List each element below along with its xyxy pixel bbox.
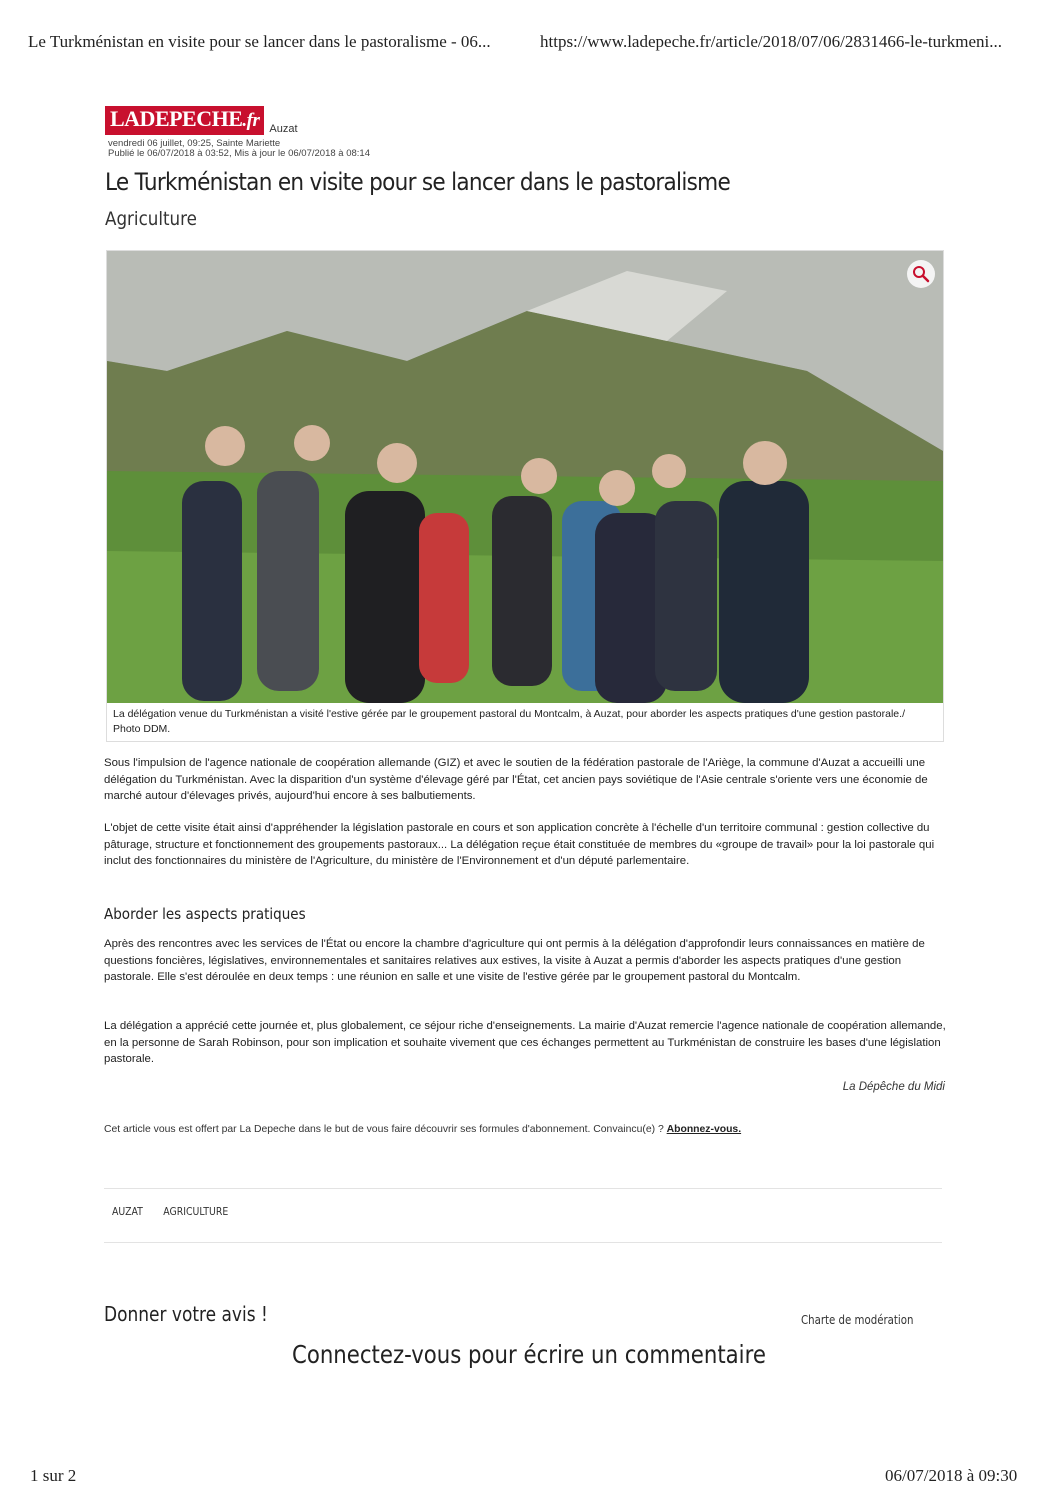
article-photo[interactable] [107, 251, 943, 703]
paragraph-text: La délégation a apprécié cette journée et, plus globalement, ce séjour riche d'enseignements. La mairie d'Auzat remercie l'agence nationale de coopération allemande, en la personne de Sarah Robinson, pour son implication et souhaite vivement que ces échanges permettent au Turkménistan de construire les bases d'une législation pastorale. [104, 1020, 946, 1065]
article-paragraph-3 [104, 936, 949, 986]
article-paragraph-1 [104, 755, 949, 805]
zoom-button[interactable] [907, 260, 935, 288]
meta-published: Publié le 06/07/2018 à 03:52, Mis à jour le 06/07/2018 à 08:14 [108, 148, 370, 159]
tag-agriculture[interactable]: AGRICULTURE [163, 1205, 229, 1218]
article-figure [106, 250, 944, 742]
divider [104, 1188, 942, 1189]
article-subheading: Aborder les aspects pratiques [104, 905, 306, 923]
tag-list [112, 1205, 228, 1218]
subscription-offer [104, 1124, 741, 1135]
meta-dateline: vendredi 06 juillet, 09:25, Sainte Mariette [108, 138, 281, 149]
magnifier-icon [912, 265, 930, 283]
tag-auzat[interactable]: AUZAT [112, 1205, 143, 1218]
print-header-url: https://www.ladepeche.fr/article/2018/07/06/2831466-le-turkmeni... [540, 32, 1003, 51]
section-link[interactable]: Auzat [269, 123, 298, 135]
masthead [105, 106, 298, 135]
offer-text: Cet article vous est offert par La Depeche dans le but de vous faire découvrir ses formules d'abonnement. Convaincu(e) ? [104, 1124, 667, 1135]
logo-main: LADEPECHE [110, 106, 243, 131]
photo-caption: La délégation venue du Turkménistan a visité l'estive gérée par le groupement pastoral du Montcalm, à Auzat, pour aborder les aspects pratiques d'une gestion pastorale./ Photo DDM. [113, 708, 905, 735]
article-meta [108, 139, 370, 159]
print-page-number: 1 sur 2 [30, 1466, 77, 1485]
article-signature: La Dépêche du Midi [842, 1081, 945, 1093]
paragraph-text: Sous l'impulsion de l'agence nationale de coopération allemande (GIZ) et avec le soutien de la fédération pastorale de l'Ariège, la commune d'Auzat a accueilli une délégation du Turkménistan. Avec la disparition d'un système d'élevage géré par l'État, cet ancien pays soviétique de l'Asie centrale s'oriente vers une économie de marché autour d'élevages privés, aujourd'hui encore à ses balbutiements. [104, 757, 928, 802]
article-paragraph-2 [104, 820, 949, 870]
site-logo[interactable] [105, 106, 264, 135]
paragraph-text: Après des rencontres avec les services de l'État ou encore la chambre d'agriculture qui ont permis à la délégation d'approfondir leurs connaissances en matière de questions foncières, législatives, environnementales et sanitaires relatives aux estives, la visite à Auzat a permis d'aborder les aspects pratiques d'une gestion pastorale. Elle s'est déroulée en deux temps : une réunion en salle et une visite de l'estive gérée par le groupement pastoral du Montcalm. [104, 938, 925, 983]
print-date: 06/07/2018 à 09:30 [885, 1466, 1018, 1485]
paragraph-text: L'objet de cette visite était ainsi d'appréhender la législation pastorale en cours et son application concrète à l'échelle d'un territoire communal : gestion collective du pâturage, structure et fonctionnement des groupements pastoraux... La délégation reçue était constituée de membres du «groupe de travail» pour la loi pastorale qui inclut des fonctionnaires du ministère de l'Agriculture, du ministère de l'Environnement et d'un député parlementaire. [104, 822, 935, 867]
article-title: Le Turkménistan en visite pour se lancer dans le pastoralisme [105, 168, 731, 196]
divider [104, 1242, 942, 1243]
article-category[interactable]: Agriculture [105, 208, 197, 230]
article-paragraph-4 [104, 1018, 949, 1068]
subscribe-link[interactable]: Abonnez-vous. [666, 1124, 742, 1135]
moderation-charter-link[interactable]: Charte de modération [801, 1313, 914, 1327]
photo-illustration [107, 251, 943, 703]
print-header-title: Le Turkménistan en visite pour se lancer dans le pastoralisme - 06... [28, 32, 491, 51]
logo-suffix: .fr [242, 110, 260, 131]
comments-heading: Donner votre avis ! [104, 1302, 268, 1326]
login-to-comment[interactable]: Connectez-vous pour écrire un commentaire [292, 1340, 766, 1369]
